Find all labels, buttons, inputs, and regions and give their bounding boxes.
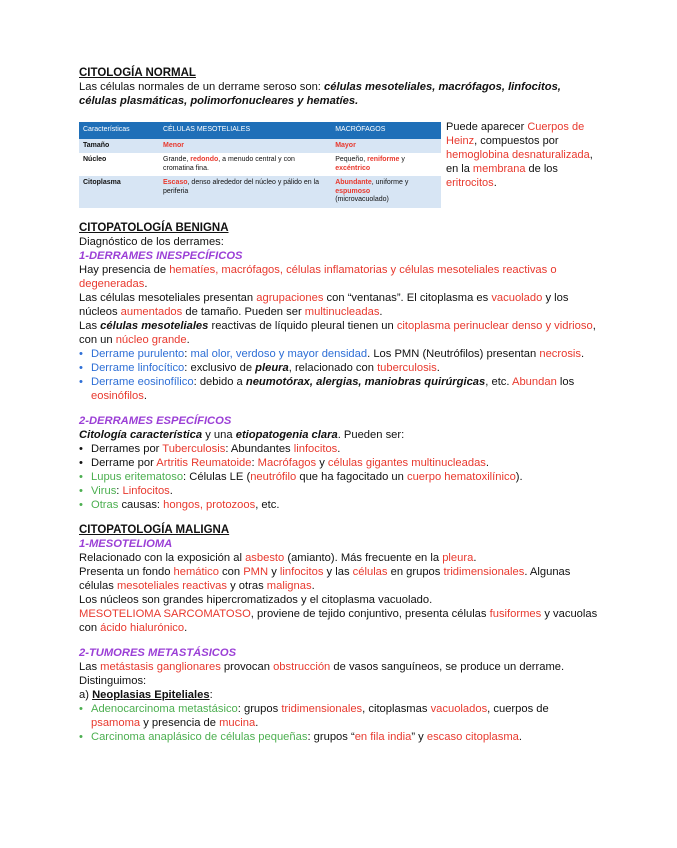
table-header: Características: [79, 122, 159, 139]
section-benigna: CITOPATOLOGÍA BENIGNA Diagnóstico de los derrames: 1-DERRAMES INESPECÍFICOS Hay presencia de hematíes, macrófagos, células inflamatorias y células mesoteliales reactivas o degeneradas. Las células mesoteliales presentan agrupaciones con “ventanas”. El citoplasma es vacuolado y los núcleos aumentados de tamaño. Pueden ser multinucleadas. Las células mesoteliales reactivas de líquido pleural tienen un citoplasma perinuclear denso y vidrioso, con un núcleo grande. • Derrame purulento: mal olor, verdoso y mayor densidad. Los PMN (Neutrófilos) presentan necrosis. • Derrame linfocítico: exclusivo de pleura, relacionado con tuberculosis. • Derrame eosinofílico: debido a neumotórax, alergias, maniobras quirúrgicas, etc. Abundan los eosinófilos. 2-DERRAMES ESPECÍFICOS Citología característica y una etiopatogenia clara. Pueden ser: • Derrames por Tuberculosis: Abundantes linfocitos. • Derrame por Artritis Reumatoide: Macrófagos y células gigantes multinucleadas. • Lupus eritematoso: Células LE (neutrófilo que ha fagocitado un cuerpo hematoxilínico). • Virus: Linfocitos. • Otras causas: hongos, protozoos, etc.: [79, 221, 599, 512]
list-item: • Derrame linfocítico: exclusivo de pleura, relacionado con tuberculosis.: [79, 362, 440, 374]
effusion-list: [79, 347, 599, 403]
document-page: [79, 66, 599, 744]
table-row: Núcleo Grande, redondo, a menudo central y con cromatina fina. Pequeño, reniforme y excéntrico: [79, 153, 441, 176]
table-header: CÉLULAS MESOTELIALES: [159, 122, 331, 139]
section-title-benigna: CITOPATOLOGÍA BENIGNA: [79, 222, 229, 234]
comparison-table: [79, 122, 441, 208]
list-item: • Derrame purulento: mal olor, verdoso y mayor densidad. Los PMN (Neutrófilos) presentan necrosis.: [79, 348, 585, 360]
table-row: Tamaño Menor Mayor: [79, 139, 441, 154]
subsection-title: 2-DERRAMES ESPECÍFICOS: [79, 415, 232, 427]
list-item: • Virus: Linfocitos.: [79, 485, 173, 497]
list-item: • Carcinoma anaplásico de células pequeñas: grupos “en fila india” y escaso citoplasma.: [79, 731, 522, 743]
list-item: • Derrames por Tuberculosis: Abundantes linfocitos.: [79, 443, 341, 455]
section-title-normal: CITOLOGÍA NORMAL: [79, 67, 196, 79]
list-item: • Adenocarcinoma metastásico: grupos tridimensionales, citoplasmas vacuolados, cuerpos de psamoma y presencia de mucina.: [79, 703, 549, 729]
section-maligna: CITOPATOLOGÍA MALIGNA 1-MESOTELIOMA Relacionado con la exposición al asbesto (amianto). Más frecuente en la pleura. Presenta un fondo hemático con PMN y linfocitos y las células en grupos tridimensionales. Algunas células mesoteliales reactivas y otras malignas. Los núcleos son grandes hipercromatizados y el citoplasma vacuolado. MESOTELIOMA SARCOMATOSO, proviene de tejido conjuntivo, presenta células fusiformes y vacuolas con ácido hialurónico. 2-TUMORES METASTÁSICOS Las metástasis ganglionares provocan obstrucción de vasos sanguíneos, se produce un derrame. Distinguimos: a) Neoplasias Epiteliales: • Adenocarcinoma metastásico: grupos tridimensionales, citoplasmas vacuolados, cuerpos de psamoma y presencia de mucina. • Carcinoma anaplásico de células pequeñas: grupos “en fila india” y escaso citoplasma.: [79, 524, 598, 743]
normal-intro: Las células normales de un derrame seroso son: células mesoteliales, macrófagos, linfocitos, células plasmáticas, polimorfonucleares y hematíes.: [79, 81, 561, 107]
list-item: • Derrame eosinofílico: debido a neumotórax, alergias, maniobras quirúrgicas, etc. Abundan los eosinófilos.: [79, 376, 575, 402]
neoplasia-list: [79, 702, 599, 744]
subsection-title: 2-TUMORES METASTÁSICOS: [79, 647, 237, 659]
section-title-maligna: CITOPATOLOGÍA MALIGNA: [79, 524, 230, 536]
side-note: Puede aparecer Cuerpos de Heinz, compuestos por hemoglobina desnaturalizada, en la membrana de los eritrocitos.: [446, 121, 593, 189]
table-header: MACRÓFAGOS: [331, 122, 441, 139]
table-row: Citoplasma Escaso, denso alrededor del núcleo y pálido en la periferia Abundante, uniforme y espumoso (microvacuolado): [79, 176, 441, 208]
list-item: • Lupus eritematoso: Células LE (neutrófilo que ha fagocitado un cuerpo hematoxilínico).: [79, 471, 523, 483]
subsection-title: 1-MESOTELIOMA: [79, 538, 173, 550]
subsection-title: 1-DERRAMES INESPECÍFICOS: [79, 250, 243, 262]
specific-list: [79, 442, 599, 512]
list-item: • Otras causas: hongos, protozoos, etc.: [79, 499, 280, 511]
comparison-block: [79, 122, 599, 210]
list-item: • Derrame por Artritis Reumatoide: Macrófagos y células gigantes multinucleadas.: [79, 457, 489, 469]
